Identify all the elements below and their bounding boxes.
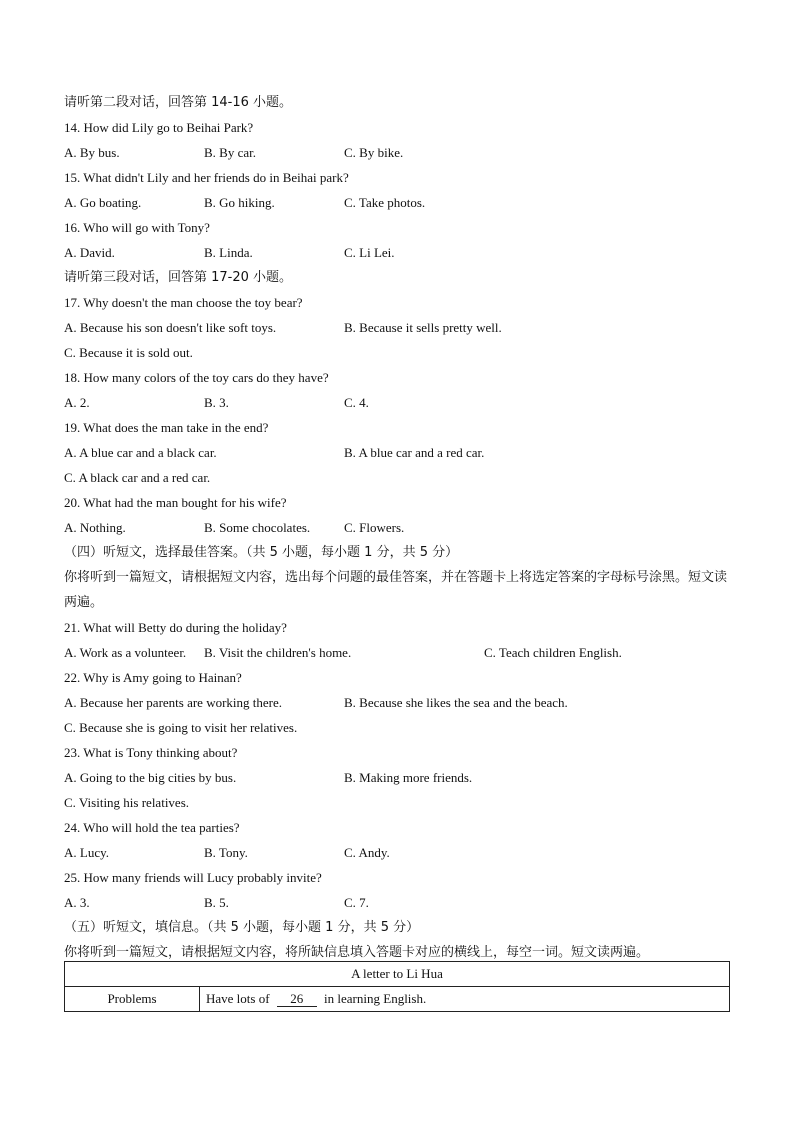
question-18: 18. How many colors of the toy cars do they have? (64, 370, 329, 385)
option-b: B. Tony. (204, 845, 248, 860)
option-c: C. Teach children English. (484, 645, 622, 660)
options-18 (64, 390, 730, 415)
text-after-blank: in learning English. (324, 991, 427, 1006)
option-c: C. 4. (344, 395, 369, 410)
option-a: A. David. (64, 245, 115, 260)
options-17-ab (64, 315, 730, 340)
options-21 (64, 640, 730, 665)
options-19-ab (64, 440, 730, 465)
option-b: B. Linda. (204, 245, 253, 260)
option-b: B. Go hiking. (204, 195, 275, 210)
question-19: 19. What does the man take in the end? (64, 420, 269, 435)
option-c: C. Andy. (344, 845, 390, 860)
question-15: 15. What didn't Lily and her friends do in Beihai park? (64, 170, 349, 185)
section3-intro: 请听第三段对话，回答第 17-20 小题。 (64, 270, 293, 285)
section2-intro: 请听第二段对话，回答第 14-16 小题。 (64, 95, 293, 110)
row-content (200, 987, 730, 1012)
options-23-ab (64, 765, 730, 790)
blank-26[interactable]: 26 (277, 992, 317, 1007)
option-b: B. Because she likes the sea and the beach. (344, 695, 568, 710)
option-a: A. Lucy. (64, 845, 110, 860)
option-c: C. Flowers. (344, 520, 405, 535)
table-title: A letter to Li Hua (65, 962, 730, 987)
option-b: B. Because it sells pretty well. (344, 320, 502, 335)
option-a: A. Nothing. (64, 520, 126, 535)
question-23: 23. What is Tony thinking about? (64, 745, 238, 760)
option-b: B. Some chocolates. (204, 520, 311, 535)
question-21: 21. What will Betty do during the holiday? (64, 620, 287, 635)
text-before-blank: Have lots of (206, 991, 270, 1006)
option-b: B. By car. (204, 145, 256, 160)
option-a: A. Go boating. (64, 195, 142, 210)
options-24 (64, 840, 730, 865)
question-22: 22. Why is Amy going to Hainan? (64, 670, 242, 685)
option-a: A. Work as a volunteer. (64, 645, 187, 660)
option-22-c: C. Because she is going to visit her relatives. (64, 720, 298, 735)
part4-heading: （四）听短文，选择最佳答案。（共 5 小题，每小题 1 分，共 5 分） (64, 545, 459, 560)
question-14: 14. How did Lily go to Beihai Park? (64, 120, 254, 135)
option-a: A. 3. (64, 895, 90, 910)
option-b: B. 5. (204, 895, 229, 910)
option-a: A. 2. (64, 395, 90, 410)
option-b: B. A blue car and a red car. (344, 445, 485, 460)
options-16 (64, 240, 730, 265)
option-23-c: C. Visiting his relatives. (64, 795, 190, 810)
option-c: C. Take photos. (344, 195, 426, 210)
question-24: 24. Who will hold the tea parties? (64, 820, 240, 835)
question-17: 17. Why doesn't the man choose the toy bear? (64, 295, 303, 310)
options-14 (64, 140, 730, 165)
options-22-ab (64, 690, 730, 715)
row-label-problems: Problems (65, 987, 200, 1012)
option-a: A. By bus. (64, 145, 120, 160)
option-c: C. By bike. (344, 145, 404, 160)
part4-instruction: 你将听到一篇短文，请根据短文内容，选出每个问题的最佳答案，并在答题卡上将选定答案的字母标号涂黑。短文读两遍。 (64, 570, 728, 610)
question-16: 16. Who will go with Tony? (64, 220, 210, 235)
option-a: A. Because her parents are working there. (64, 695, 283, 710)
option-b: B. 3. (204, 395, 229, 410)
option-a: A. Because his son doesn't like soft toys. (64, 320, 277, 335)
option-19-c: C. A black car and a red car. (64, 470, 211, 485)
question-25: 25. How many friends will Lucy probably invite? (64, 870, 322, 885)
option-b: B. Making more friends. (344, 770, 473, 785)
option-b: B. Visit the children's home. (204, 645, 352, 660)
option-c: C. Li Lei. (344, 245, 395, 260)
option-c: C. 7. (344, 895, 369, 910)
part5-heading: （五）听短文，填信息。（共 5 小题，每小题 1 分，共 5 分） (64, 920, 420, 935)
question-20: 20. What had the man bought for his wife? (64, 495, 287, 510)
table-row (65, 987, 730, 1012)
option-a: A. A blue car and a black car. (64, 445, 217, 460)
part5-instruction: 你将听到一篇短文，请根据短文内容，将所缺信息填入答题卡对应的横线上，每空一词。短文读两遍。 (64, 945, 650, 960)
info-table (64, 961, 730, 1012)
options-20 (64, 515, 730, 540)
exam-page (64, 90, 730, 965)
option-a: A. Going to the big cities by bus. (64, 770, 237, 785)
options-25 (64, 890, 730, 915)
options-15 (64, 190, 730, 215)
option-17-c: C. Because it is sold out. (64, 345, 193, 360)
